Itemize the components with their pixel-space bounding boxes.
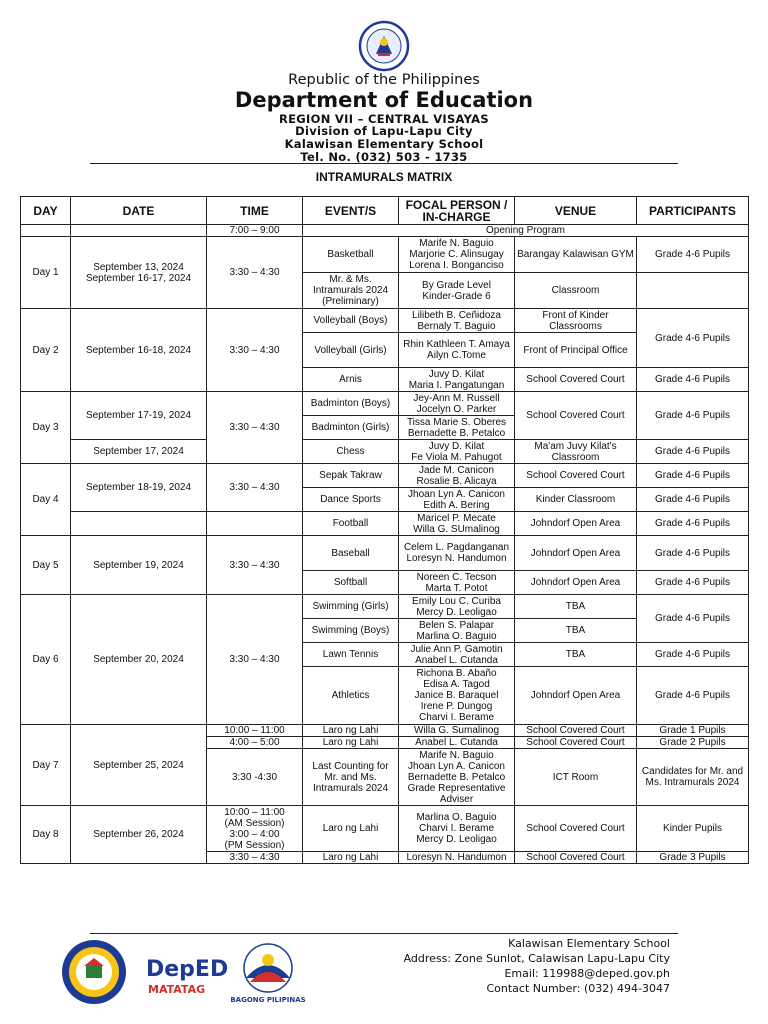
time-cell: 7:00 – 9:00 bbox=[207, 225, 303, 237]
column-header-date: DATE bbox=[71, 197, 207, 225]
participants-cell: Grade 4-6 Pupils bbox=[637, 667, 749, 725]
footer-divider bbox=[90, 933, 678, 934]
event-cell: Laro ng Lahi bbox=[303, 852, 399, 864]
focal-cell: Jade M. Canicon Rosalie B. Alicaya bbox=[399, 464, 515, 488]
event-cell: Laro ng Lahi bbox=[303, 806, 399, 852]
focal-cell: Marlina O. Baguio Charvi I. Berame Mercy D. Leoligao bbox=[399, 806, 515, 852]
column-header-day: DAY bbox=[21, 197, 71, 225]
event-cell: Mr. & Ms. Intramurals 2024 (Preliminary) bbox=[303, 273, 399, 309]
table-row bbox=[21, 392, 749, 416]
participants-cell: Grade 3 Pupils bbox=[637, 852, 749, 864]
event-cell: Softball bbox=[303, 571, 399, 595]
footer-email: Email: 119988@deped.gov.ph bbox=[504, 967, 670, 980]
date-cell: September 19, 2024 bbox=[71, 536, 207, 595]
participants-cell bbox=[637, 273, 749, 309]
event-cell: Baseball bbox=[303, 536, 399, 571]
participants-cell: Grade 4-6 Pupils bbox=[637, 309, 749, 368]
event-cell: Laro ng Lahi bbox=[303, 737, 399, 749]
venue-cell: Johndorf Open Area bbox=[515, 667, 637, 725]
day-cell: Day 8 bbox=[21, 806, 71, 864]
matrix-title: INTRAMURALS MATRIX bbox=[315, 170, 453, 184]
venue-cell: ICT Room bbox=[515, 749, 637, 806]
day-cell: Day 7 bbox=[21, 725, 71, 806]
division-line: Division of Lapu-Lapu City bbox=[295, 124, 473, 138]
focal-cell: Marife N. Baguio Marjorie C. Alinsugay Lorena I. Bonganciso bbox=[399, 237, 515, 273]
event-cell: Chess bbox=[303, 440, 399, 464]
participants-cell: Grade 4-6 Pupils bbox=[637, 643, 749, 667]
time-cell: 3:30 – 4:30 bbox=[207, 536, 303, 595]
venue-cell: Johndorf Open Area bbox=[515, 536, 637, 571]
participants-cell: Grade 4-6 Pupils bbox=[637, 392, 749, 440]
bagong-pilipinas-text: BAGONG PILIPINAS bbox=[230, 996, 306, 1004]
venue-cell: Classroom bbox=[515, 273, 637, 309]
focal-cell: By Grade Level Kinder-Grade 6 bbox=[399, 273, 515, 309]
table-row bbox=[21, 237, 749, 273]
venue-cell: Ma'am Juvy Kilat's Classroom bbox=[515, 440, 637, 464]
focal-cell: Maricel P. Mecate Willa G. SUmalinog bbox=[399, 512, 515, 536]
column-header-participants: PARTICIPANTS bbox=[637, 197, 749, 225]
participants-cell: Kinder Pupils bbox=[637, 806, 749, 852]
opening-program-cell: Opening Program bbox=[303, 225, 749, 237]
day-cell: Day 3 bbox=[21, 392, 71, 464]
time-cell: 3:30 – 4:30 bbox=[207, 595, 303, 725]
focal-cell: Juvy D. Kilat Fe Viola M. Pahugot bbox=[399, 440, 515, 464]
date-cell bbox=[71, 225, 207, 237]
date-cell: September 26, 2024 bbox=[71, 806, 207, 864]
participants-cell: Grade 4-6 Pupils bbox=[637, 368, 749, 392]
event-cell: Swimming (Boys) bbox=[303, 619, 399, 643]
venue-cell: School Covered Court bbox=[515, 392, 637, 440]
venue-cell: TBA bbox=[515, 619, 637, 643]
deped-logo-text: DepED bbox=[146, 957, 229, 982]
column-header-events: EVENT/S bbox=[303, 197, 399, 225]
time-cell: 3:30 – 4:30 bbox=[207, 852, 303, 864]
participants-cell: Grade 4-6 Pupils bbox=[637, 440, 749, 464]
event-cell: Badminton (Girls) bbox=[303, 416, 399, 440]
column-header-focal-person: FOCAL PERSON / IN-CHARGE bbox=[399, 197, 515, 225]
venue-cell: Front of Principal Office bbox=[515, 333, 637, 368]
focal-cell: Rhin Kathleen T. Amaya Ailyn C.Tome bbox=[399, 333, 515, 368]
event-cell: Sepak Takraw bbox=[303, 464, 399, 488]
event-cell: Swimming (Girls) bbox=[303, 595, 399, 619]
event-cell: Laro ng Lahi bbox=[303, 725, 399, 737]
date-cell: September 18-19, 2024 bbox=[71, 464, 207, 512]
date-cell: September 17, 2024 bbox=[71, 440, 207, 464]
day-cell: Day 1 bbox=[21, 237, 71, 309]
department-title: Department of Education bbox=[234, 88, 534, 112]
venue-cell: TBA bbox=[515, 595, 637, 619]
venue-cell: TBA bbox=[515, 643, 637, 667]
footer-contact-block bbox=[404, 936, 670, 996]
time-cell: 4:00 – 5:00 bbox=[207, 737, 303, 749]
time-cell: 3:30 – 4:30 bbox=[207, 464, 303, 512]
table-row bbox=[21, 725, 749, 737]
day-cell: Day 6 bbox=[21, 595, 71, 725]
venue-cell: School Covered Court bbox=[515, 852, 637, 864]
day-cell: Day 5 bbox=[21, 536, 71, 595]
footer-address: Address: Zone Sunlot, Calawisan Lapu-Lapu City bbox=[403, 952, 670, 965]
table-row bbox=[21, 225, 749, 237]
matatag-logo-text: MATATAG bbox=[148, 983, 206, 996]
focal-cell: Tissa Marie S. Oberes Bernadette B. Petalco bbox=[399, 416, 515, 440]
column-header-time: TIME bbox=[207, 197, 303, 225]
participants-cell: Grade 2 Pupils bbox=[637, 737, 749, 749]
venue-cell: School Covered Court bbox=[515, 737, 637, 749]
focal-cell: Loresyn N. Handumon bbox=[399, 852, 515, 864]
day-cell: Day 4 bbox=[21, 464, 71, 536]
event-cell: Basketball bbox=[303, 237, 399, 273]
time-cell bbox=[207, 512, 303, 536]
focal-cell: Celem L. Pagdanganan Loresyn N. Handumon bbox=[399, 536, 515, 571]
participants-cell: Grade 4-6 Pupils bbox=[637, 488, 749, 512]
bagong-pilipinas-logo bbox=[230, 944, 305, 1004]
venue-cell: Kinder Classroom bbox=[515, 488, 637, 512]
event-cell: Volleyball (Boys) bbox=[303, 309, 399, 333]
intramurals-matrix-table bbox=[20, 196, 749, 864]
time-cell: 3:30 – 4:30 bbox=[207, 309, 303, 392]
event-cell: Volleyball (Girls) bbox=[303, 333, 399, 368]
focal-cell: Noreen C. Tecson Marta T. Potot bbox=[399, 571, 515, 595]
venue-cell: School Covered Court bbox=[515, 806, 637, 852]
republic-line: Republic of the Philippines bbox=[288, 72, 480, 88]
participants-cell: Grade 4-6 Pupils bbox=[637, 595, 749, 643]
time-cell: 3:30 – 4:30 bbox=[207, 392, 303, 464]
table-row bbox=[21, 440, 749, 464]
venue-cell: Front of Kinder Classrooms bbox=[515, 309, 637, 333]
table-row bbox=[21, 536, 749, 571]
focal-cell: Marife N. Baguio Jhoan Lyn A. Canicon Bernadette B. Petalco Grade Representative Adviser bbox=[399, 749, 515, 806]
header-divider bbox=[90, 163, 678, 164]
date-cell: September 20, 2024 bbox=[71, 595, 207, 725]
table-row bbox=[21, 806, 749, 852]
table-row bbox=[21, 309, 749, 333]
focal-cell: Julie Ann P. Gamotin Anabel L. Cutanda bbox=[399, 643, 515, 667]
focal-cell: Richona B. Abaño Edisa A. Tagod Janice B. Baraquel Irene P. Dungog Charvi I. Berame bbox=[399, 667, 515, 725]
participants-cell: Grade 4-6 Pupils bbox=[637, 536, 749, 571]
focal-cell: Lilibeth B. Ceñidoza Bernaly T. Baguio bbox=[399, 309, 515, 333]
participants-cell: Grade 4-6 Pupils bbox=[637, 571, 749, 595]
focal-cell: Willa G. Sumalinog bbox=[399, 725, 515, 737]
event-cell: Lawn Tennis bbox=[303, 643, 399, 667]
venue-cell: Barangay Kalawisan GYM bbox=[515, 237, 637, 273]
school-line: Kalawisan Elementary School bbox=[284, 137, 484, 151]
school-seal-logo bbox=[62, 940, 126, 1004]
day-cell: Day 2 bbox=[21, 309, 71, 392]
participants-cell: Grade 4-6 Pupils bbox=[637, 237, 749, 273]
footer-logos bbox=[60, 938, 320, 1006]
table-row bbox=[21, 512, 749, 536]
venue-cell: Johndorf Open Area bbox=[515, 571, 637, 595]
focal-cell: Emily Lou C. Curiba Mercy D. Leoligao bbox=[399, 595, 515, 619]
event-cell: Badminton (Boys) bbox=[303, 392, 399, 416]
deped-seal-logo bbox=[348, 20, 420, 72]
telephone-line: Tel. No. (032) 503 - 1735 bbox=[300, 150, 468, 164]
event-cell: Football bbox=[303, 512, 399, 536]
venue-cell: School Covered Court bbox=[515, 464, 637, 488]
focal-cell: Anabel L. Cutanda bbox=[399, 737, 515, 749]
deped-matatag-logo bbox=[146, 957, 228, 996]
day-cell bbox=[21, 225, 71, 237]
date-cell: September 16-18, 2024 bbox=[71, 309, 207, 392]
region-line: REGION VII – CENTRAL VISAYAS bbox=[279, 112, 489, 126]
table-row bbox=[21, 464, 749, 488]
participants-cell: Candidates for Mr. and Ms. Intramurals 2024 bbox=[637, 749, 749, 806]
focal-cell: Juvy D. Kilat Maria I. Pangatungan bbox=[399, 368, 515, 392]
participants-cell: Grade 4-6 Pupils bbox=[637, 464, 749, 488]
venue-cell: School Covered Court bbox=[515, 368, 637, 392]
footer-school-name: Kalawisan Elementary School bbox=[508, 937, 670, 950]
participants-cell: Grade 1 Pupils bbox=[637, 725, 749, 737]
event-cell: Arnis bbox=[303, 368, 399, 392]
event-cell: Athletics bbox=[303, 667, 399, 725]
column-header-venue: VENUE bbox=[515, 197, 637, 225]
venue-cell: School Covered Court bbox=[515, 725, 637, 737]
event-cell: Dance Sports bbox=[303, 488, 399, 512]
focal-cell: Jey-Ann M. Russell Jocelyn O. Parker bbox=[399, 392, 515, 416]
time-cell: 10:00 – 11:00 bbox=[207, 725, 303, 737]
event-cell: Last Counting for Mr. and Ms. Intramurals 2024 bbox=[303, 749, 399, 806]
time-cell: 3:30 -4:30 bbox=[207, 749, 303, 806]
date-cell: September 17-19, 2024 bbox=[71, 392, 207, 440]
date-cell: September 13, 2024 September 16-17, 2024 bbox=[71, 237, 207, 309]
table-header-row bbox=[21, 197, 749, 225]
time-cell: 3:30 – 4:30 bbox=[207, 237, 303, 309]
date-cell: September 25, 2024 bbox=[71, 725, 207, 806]
focal-cell: Belen S. Palapar Marlina O. Baguio bbox=[399, 619, 515, 643]
venue-cell: Johndorf Open Area bbox=[515, 512, 637, 536]
focal-cell: Jhoan Lyn A. Canicon Edith A. Bering bbox=[399, 488, 515, 512]
participants-cell: Grade 4-6 Pupils bbox=[637, 512, 749, 536]
footer-contact-number: Contact Number: (032) 494-3047 bbox=[486, 982, 670, 995]
date-cell bbox=[71, 512, 207, 536]
time-cell: 10:00 – 11:00 (AM Session) 3:00 – 4:00 (PM Session) bbox=[207, 806, 303, 852]
table-row bbox=[21, 595, 749, 619]
